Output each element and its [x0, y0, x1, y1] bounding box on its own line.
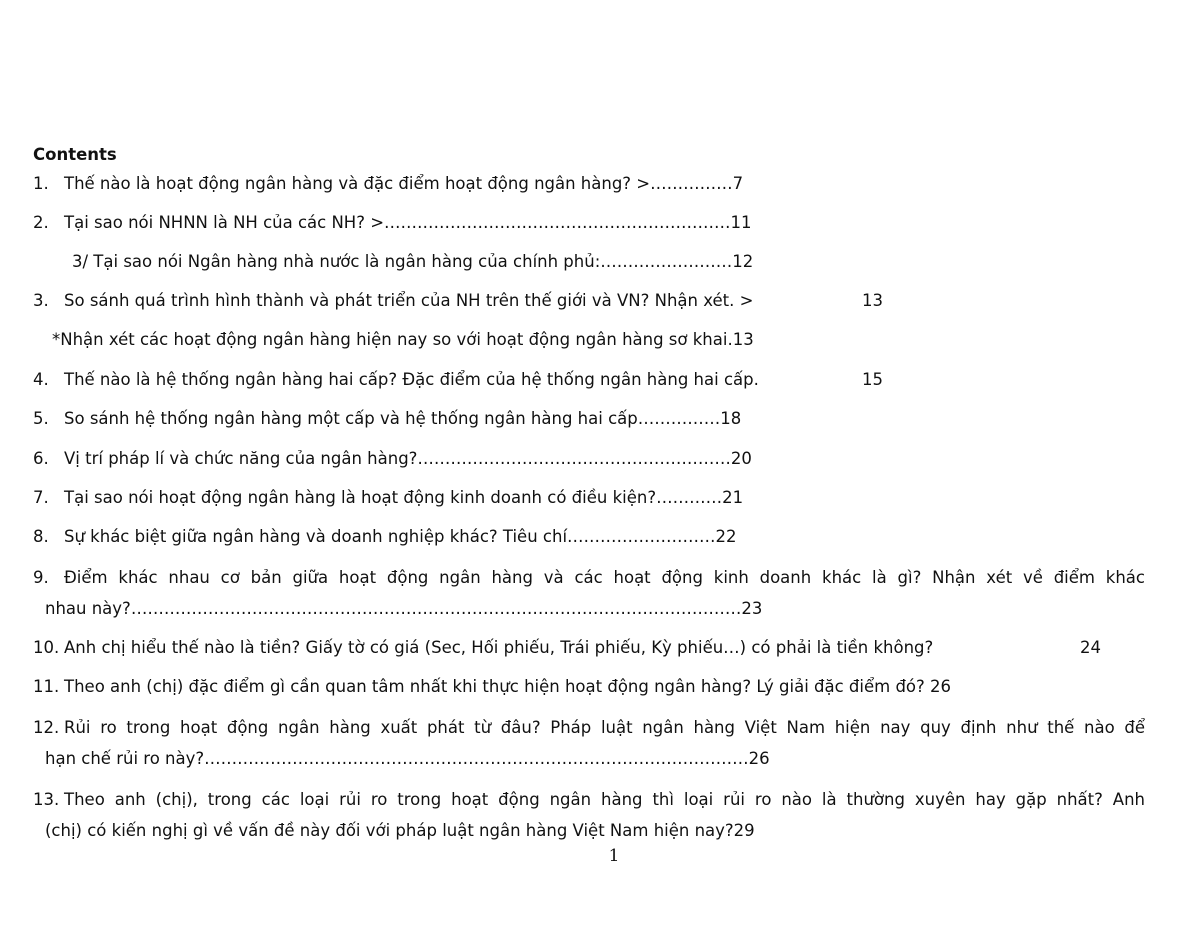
- toc-entry-number: 5.: [33, 409, 49, 428]
- toc-entry-text: So sánh hệ thống ngân hàng một cấp và hệ thống ngân hàng hai cấp……………18: [64, 409, 742, 428]
- toc-entry-number: 7.: [33, 488, 49, 507]
- toc-entry-9[interactable]: [33, 562, 1145, 624]
- toc-entry-text: Thế nào là hệ thống ngân hàng hai cấp? Đặc điểm của hệ thống ngân hàng hai cấp.: [64, 370, 759, 389]
- toc-entry-3[interactable]: [33, 290, 1145, 312]
- toc-entry-number: 4.: [33, 370, 49, 389]
- toc-entry-text: Tại sao nói NHNN là NH của các NH? >………………………………………………………11: [64, 213, 752, 232]
- toc-entry-text: Thế nào là hoạt động ngân hàng và đặc điểm hoạt động ngân hàng? >……………7: [64, 174, 744, 193]
- toc-entry-1[interactable]: [33, 173, 1145, 195]
- toc-entry-number: 12.: [33, 718, 60, 737]
- toc-entry-number: 1.: [33, 174, 49, 193]
- toc-entry-text: Điểm khác nhau cơ bản giữa hoạt động ngân hàng và các hoạt động kinh doanh khác là gì? Nhận xét về điểm khác: [64, 568, 1145, 587]
- toc-entry-4[interactable]: [33, 369, 1145, 391]
- toc-entry-10[interactable]: [33, 637, 1145, 659]
- toc-entry-text: 3/ Tại sao nói Ngân hàng nhà nước là ngân hàng của chính phủ:……………………12: [72, 252, 754, 271]
- toc-entry-number: 2.: [33, 213, 49, 232]
- toc-entry-12[interactable]: [33, 712, 1145, 774]
- toc-heading: Contents: [33, 145, 117, 164]
- toc-entry-text: Theo anh (chị), trong các loại rủi ro trong hoạt động ngân hàng thì loại rủi ro nào là thường xuyên hay gặp nhất? Anh: [64, 790, 1145, 809]
- toc-entry-11[interactable]: [33, 676, 1145, 698]
- toc-entry-13[interactable]: [33, 784, 1145, 846]
- toc-entry-number: 8.: [33, 527, 49, 546]
- toc-entry-first-line: [33, 712, 1145, 743]
- toc-entry-number: 10.: [33, 638, 60, 657]
- toc-subentry-3a[interactable]: [72, 251, 1184, 273]
- toc-entry-number: 11.: [33, 677, 60, 696]
- toc-subentry-note[interactable]: [52, 329, 1164, 351]
- toc-entry-2[interactable]: [33, 212, 1145, 234]
- toc-entry-6[interactable]: [33, 448, 1145, 470]
- toc-entry-5[interactable]: [33, 408, 1145, 430]
- toc-entry-first-line: [33, 562, 1145, 593]
- toc-entry-number: 3.: [33, 291, 49, 310]
- toc-entry-continuation: nhau này?…………………………………………………………………………………………………23: [45, 599, 763, 618]
- toc-entry-text: Vị trí pháp lí và chức năng của ngân hàng?…………………………………………………20: [64, 449, 752, 468]
- toc-entry-number: 13.: [33, 790, 60, 809]
- toc-entry-text: So sánh quá trình hình thành và phát triển của NH trên thế giới và VN? Nhận xét. >: [64, 291, 754, 310]
- toc-entry-text: Anh chị hiểu thế nào là tiền? Giấy tờ có giá (Sec, Hối phiếu, Trái phiếu, Kỳ phiếu…) có phải là tiền không?: [64, 638, 934, 657]
- toc-entry-3-page: 13: [862, 291, 883, 310]
- toc-entry-number: 9.: [33, 568, 49, 587]
- toc-entry-text: Theo anh (chị) đặc điểm gì cần quan tâm nhất khi thực hiện hoạt động ngân hàng? Lý giải đặc điểm đó? 26: [64, 677, 952, 696]
- page-number: 1: [608, 846, 620, 866]
- toc-entry-continuation: hạn chế rủi ro này?………………………………………………………………………………………26: [45, 749, 770, 768]
- toc-entry-7[interactable]: [33, 487, 1145, 509]
- toc-entry-number: 6.: [33, 449, 49, 468]
- toc-entry-continuation: (chị) có kiến nghị gì về vấn đề này đối với pháp luật ngân hàng Việt Nam hiện nay?29: [45, 821, 755, 840]
- toc-entry-text: Sự khác biệt giữa ngân hàng và doanh nghiệp khác? Tiêu chí………………………22: [64, 527, 737, 546]
- toc-entry-text: Tại sao nói hoạt động ngân hàng là hoạt động kinh doanh có điều kiện?…………21: [64, 488, 744, 507]
- toc-entry-8[interactable]: [33, 526, 1145, 548]
- toc-entry-text: Rủi ro trong hoạt động ngân hàng xuất phát từ đâu? Pháp luật ngân hàng Việt Nam hiện nay quy định như thế nào để: [64, 718, 1145, 737]
- toc-entry-10-page: 24: [1080, 638, 1101, 657]
- toc-entry-4-page: 15: [862, 370, 883, 389]
- toc-entry-text: *Nhận xét các hoạt động ngân hàng hiện nay so với hoạt động ngân hàng sơ khai.13: [52, 330, 754, 349]
- toc-entry-first-line: [33, 784, 1145, 815]
